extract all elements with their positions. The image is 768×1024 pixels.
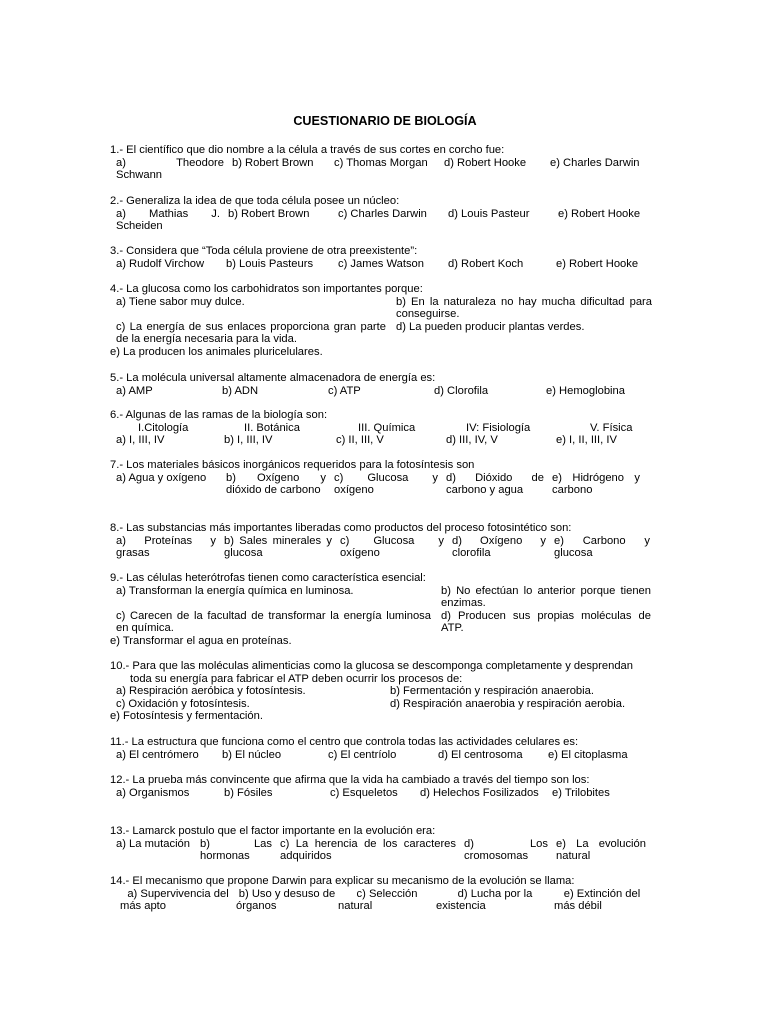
question-4	[110, 283, 660, 359]
option-d: d) Dióxido de carbono y agua	[446, 471, 544, 497]
option-c: c) El centríolo	[328, 748, 397, 761]
option-c: c) Charles Darwin	[338, 207, 427, 220]
branch-item: V. Física	[590, 421, 633, 434]
option-c: c) Esqueletos	[330, 786, 398, 799]
option-c: c) La energía de sus enlaces proporciona gran parte de la energía necesaria para la vida.	[116, 320, 386, 346]
option-e: e) Robert Hooke	[558, 207, 641, 220]
question-text: 3.- Considera que “Toda célula proviene de otra preexistente”:	[110, 245, 418, 257]
option-c: c) La herencia de los caracteres adquiridos	[280, 837, 456, 863]
option-a: a) Theodore Schwann	[116, 156, 224, 182]
question-9	[110, 572, 660, 648]
option-c: c) II, III, V	[336, 434, 384, 447]
question-text: 13.- Lamarck postulo que el factor importante en la evolución era:	[110, 825, 436, 837]
option-c: c) ATP	[328, 384, 361, 397]
option-e: e) La producen los animales pluricelulares.	[110, 345, 323, 358]
option-e: e) Hemoglobina	[546, 384, 625, 397]
question-7	[110, 459, 660, 497]
page-title: CUESTIONARIO DE BIOLOGÍA	[293, 114, 477, 128]
option-a: a) Supervivencia del más apto	[120, 887, 229, 913]
option-a: a) Agua y oxígeno	[116, 471, 207, 484]
option-b: b) I, III, IV	[224, 434, 273, 447]
option-d: d) Producen sus propias moléculas de ATP.	[441, 609, 651, 635]
option-b: b) Oxígeno y dióxido de carbono	[226, 471, 326, 497]
question-text: 8.- Las substancias más importantes liberadas como productos del proceso fotosintético son:	[110, 522, 572, 534]
question-text: 14.- El mecanismo que propone Darwin para explicar su mecanismo de la evolución se llama:	[110, 875, 575, 887]
branch-item: II. Botánica	[244, 421, 300, 434]
branch-item: III. Química	[358, 421, 416, 434]
option-b: b) El núcleo	[222, 748, 282, 761]
branch-item: I.Citología	[138, 421, 189, 434]
question-text: 5.- La molécula universal altamente almacenadora de energía es:	[110, 372, 436, 384]
option-e: e) El citoplasma	[548, 748, 628, 761]
question-text: 6.- Algunas de las ramas de la biología son:	[110, 409, 328, 421]
option-b: b) Sales minerales y glucosa	[224, 534, 332, 560]
option-a: a) Rudolf Virchow	[116, 257, 205, 270]
option-d: d) Lucha por la existencia	[436, 887, 533, 913]
option-e: e) Robert Hooke	[556, 257, 639, 270]
option-d: d) Respiración anaerobia y respiración aerobia.	[390, 697, 626, 710]
option-a: a) I, III, IV	[116, 434, 165, 447]
question-3	[110, 245, 660, 270]
option-b: b) En la naturaleza no hay mucha dificultad para conseguirse.	[396, 295, 652, 321]
question-10	[110, 660, 660, 723]
option-a: a) Respiración aeróbica y fotosíntesis.	[116, 685, 306, 698]
option-b: b) Las hormonas	[200, 837, 272, 863]
option-a: a) AMP	[116, 384, 153, 397]
question-text: 10.- Para que las moléculas alimenticias como la glucosa se descomponga completamente y desprendan	[110, 660, 633, 672]
branch-item: IV: Fisiología	[466, 421, 531, 434]
option-c: c) Thomas Morgan	[334, 156, 428, 169]
question-11	[110, 736, 660, 761]
question-14	[110, 875, 660, 913]
option-d: d) III, IV, V	[446, 434, 498, 447]
option-b: b) Fermentación y respiración anaerobia.	[390, 685, 594, 698]
question-text: 4.- La glucosa como los carbohidratos son importantes porque:	[110, 283, 423, 295]
question-12	[110, 774, 660, 799]
option-e: e) La evolución natural	[556, 837, 646, 863]
option-a: a) Organismos	[116, 786, 190, 799]
option-b: b) No efectúan lo anterior porque tienen enzimas.	[441, 584, 651, 610]
question-2	[110, 195, 660, 233]
option-d: d) Clorofila	[434, 384, 489, 397]
question-8	[110, 522, 660, 560]
option-d: d) Los cromosomas	[464, 837, 548, 863]
question-text: 2.- Generaliza la idea de que toda célula posee un núcleo:	[110, 195, 400, 207]
option-e: e) Hidrógeno y carbono	[552, 471, 640, 497]
option-a: a) Tiene sabor muy dulce.	[116, 295, 245, 308]
option-a: a) El centrómero	[116, 748, 199, 761]
option-a: a) Mathias J. Scheiden	[116, 207, 220, 233]
option-d: d) Louis Pasteur	[448, 207, 530, 220]
option-d: d) Robert Hooke	[444, 156, 527, 169]
option-d: d) Robert Koch	[448, 257, 524, 270]
question-text: 11.- La estructura que funciona como el centro que controla todas las actividades celulares es:	[110, 736, 579, 748]
question-text: 9.- Las células heterótrofas tienen como característica esencial:	[110, 572, 426, 584]
option-e: e) Fotosíntesis y fermentación.	[110, 710, 263, 723]
option-b: b) Louis Pasteurs	[226, 257, 314, 270]
question-text: 12.- La prueba más convincente que afirma que la vida ha cambiado a través del tiempo son los:	[110, 774, 590, 786]
question-1	[110, 144, 660, 182]
option-e: e) Charles Darwin	[550, 156, 640, 169]
option-c: c) James Watson	[338, 257, 424, 270]
option-b: b) Uso y desuso de órganos	[236, 887, 336, 913]
option-b: b) Robert Brown	[228, 207, 310, 220]
question-5	[110, 372, 660, 397]
option-a: a) La mutación	[116, 837, 191, 850]
option-e: e) I, II, III, IV	[556, 434, 617, 447]
question-text-cont: toda su energía para fabricar el ATP deben ocurrir los procesos de:	[130, 672, 463, 685]
option-e: e) Extinción del más débil	[554, 887, 641, 913]
question-13	[110, 825, 660, 863]
option-a: a) Proteínas y grasas	[116, 534, 216, 560]
question-text: 7.- Los materiales básicos inorgánicos requeridos para la fotosíntesis son	[110, 459, 475, 471]
question-text: 1.- El científico que dio nombre a la célula a través de sus cortes en corcho fue:	[110, 144, 505, 156]
option-a: a) Transforman la energía química en luminosa.	[116, 584, 354, 597]
option-e: e) Transformar el agua en proteínas.	[110, 634, 292, 647]
option-d: d) Helechos Fosilizados	[420, 786, 539, 799]
option-d: d) Oxígeno y clorofila	[452, 534, 546, 560]
option-b: b) ADN	[222, 384, 259, 397]
option-b: b) Fósiles	[224, 786, 273, 799]
option-d: d) La pueden producir plantas verdes.	[396, 320, 585, 333]
question-6	[110, 409, 660, 447]
option-b: b) Robert Brown	[232, 156, 314, 169]
option-e: e) Carbono y glucosa	[554, 534, 650, 560]
option-c: c) Carecen de la facultad de transformar la energía luminosa en química.	[116, 609, 431, 635]
option-c: c) Selección natural	[338, 887, 418, 913]
option-c: c) Glucosa y oxígeno	[334, 471, 438, 497]
option-e: e) Trilobites	[552, 786, 610, 799]
option-c: c) Glucosa y oxígeno	[340, 534, 444, 560]
option-d: d) El centrosoma	[438, 748, 523, 761]
option-c: c) Oxidación y fotosíntesis.	[116, 697, 250, 710]
